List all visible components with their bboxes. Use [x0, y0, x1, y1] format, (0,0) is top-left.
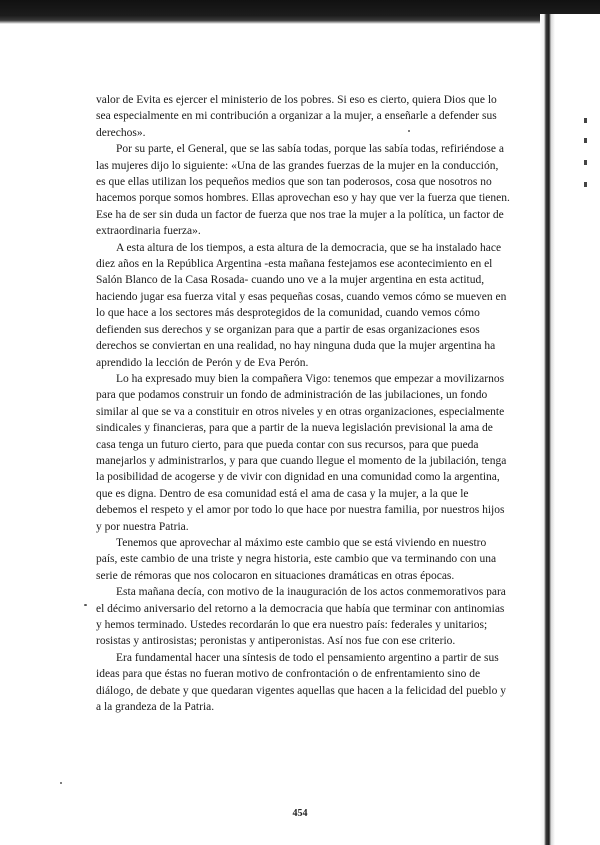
- paragraph: valor de Evita es ejercer el ministerio de los pobres. Si eso es cierto, quiera Dios que lo sea especialmente en mi contribución a organizar a la mujer, a enseñarle a defender sus derechos».: [96, 94, 497, 139]
- scan-speck: [60, 782, 62, 784]
- scan-speck: [84, 604, 87, 606]
- edge-mark: [584, 160, 587, 165]
- scan-top-shadow: [0, 0, 600, 24]
- book-spine-edge: [540, 14, 600, 845]
- paragraph: Tenemos que aprovechar al máximo este cambio que se está viviendo en nuestro país, este cambio de una triste y negra historia, este cambio que va terminando con una serie de rémoras que nos colocaron en situaciones dramáticas en otras épocas.: [96, 536, 497, 582]
- paragraph: A esta altura de los tiempos, a esta altura de la democracia, que se ha instalado hace diez años en la República Argentina -esta mañana festejamos ese acontecimiento en el Salón Blanco de la Casa Rosada- cuando uno ve a la mujer argentina en esta actitud, haciendo jugar esa fuerza vital y esas pequeñas cosas, cuando vemos cómo se mueven en lo que hace a los sectores más desprotegidos de la comunidad, cuando vemos cómo defienden sus derechos y se organizan para que a partir de esas organizaciones esos derechos se conviertan en una realidad, no hay ninguna duda que la mujer argentina ha aprendido la lección de Perón y de Eva Perón.: [96, 241, 507, 369]
- edge-mark: [584, 182, 587, 187]
- edge-mark: [584, 138, 587, 143]
- paragraph: Esta mañana decía, con motivo de la inauguración de los actos conmemorativos para el décimo aniversario del retorno a la democracia que había que terminar con antinomias y hemos terminado. Ustedes recordarán lo que era nuestro país: federales y unitarios; rosistas y antirosistas; peronistas y antiperonistas. Así nos fue con ese criterio.: [96, 586, 506, 648]
- edge-mark: [584, 118, 587, 123]
- scan-speck: [408, 130, 410, 132]
- page-body: [96, 92, 510, 715]
- paragraph: Era fundamental hacer una síntesis de todo el pensamiento argentino a partir de sus ideas para que éstas no fueran motivo de confrontación o de enfrentamiento sino de diálogo, de debate y que quedaran vigentes aquellas que hacen a la felicidad del pueblo y a la grandeza de la Patria.: [96, 651, 507, 714]
- page-number: 454: [292, 808, 308, 819]
- paragraph: Por su parte, el General, que se las sabía todas, porque las sabía todas, refiriéndose a las mujeres dijo lo siguiente: «Una de las grandes fuerzas de la mujer en la conducción, es que ellas utilizan los pequeños medios que son tan poderosos, cosa que nosotros no hacemos porque somos hombres. Ellas aprovechan eso y hay que ver la fuerza que tienen. Ese ha de ser sin duda un factor de fuerza que nos trae la mujer a la política, un factor de extraordinaria fuerza».: [96, 143, 510, 238]
- paragraph: Lo ha expresado muy bien la compañera Vigo: tenemos que empezar a movilizarnos para que podamos construir un fondo de administración de las jubilaciones, un fondo similar al que se va a constituir en otros niveles y en otras organizaciones, especialmente sindicales y financieras, para que a partir de la nueva legislación previsional la ama de casa tenga un futuro cierto, para que pueda contar con sus recursos, para que pueda manejarlos y administrarlos, y para que cuando llegue el momento de la jubilación, tenga la posibilidad de acogerse y de vivir con dignidad en una comunidad como la argentina, que es digna. Dentro de esa comunidad está el ama de casa y la mujer, a la que le debemos el respeto y el amor por todo lo que hace por nuestra familia, por nuestros hijos y por nuestra Patria.: [96, 372, 507, 533]
